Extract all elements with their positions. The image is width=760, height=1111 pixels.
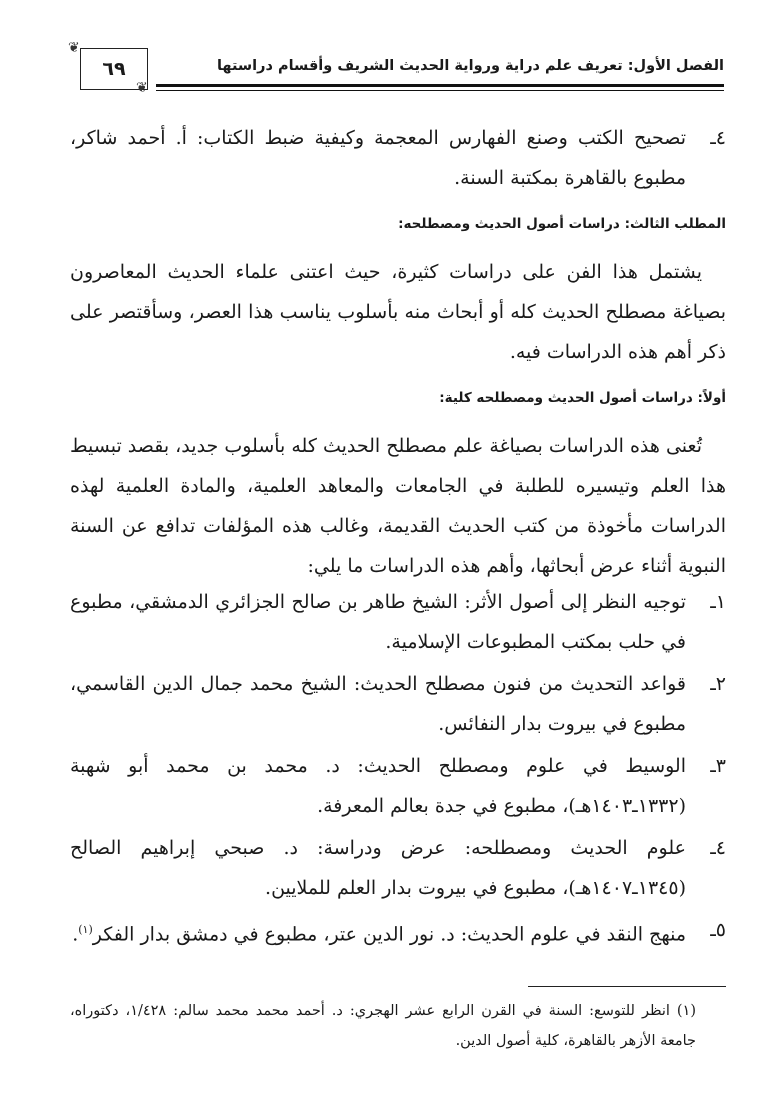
item-number: ٤ـ (710, 837, 726, 859)
item-text: علوم الحديث ومصطلحه: عرض ودراسة: د. صبحي إبراهيم الصالح (١٣٤٥ـ١٤٠٧هـ)، مطبوع في بيروت بدار العلم للملايين. (70, 837, 686, 899)
chapter-title: الفصل الأول: تعريف علم دراية ورواية الحديث الشريف وأقسام دراستها (216, 58, 724, 74)
item-number: ٣ـ (710, 755, 726, 777)
item-text: تصحيح الكتب وصنع الفهارس المعجمة وكيفية ضبط الكتاب: أ. أحمد شاكر، مطبوع بالقاهرة بمكتبة السنة. (70, 127, 686, 189)
section-heading: المطلب الثالث: دراسات أصول الحديث ومصطلحه: (398, 216, 726, 232)
corner-ornament-icon: ❦ (68, 40, 80, 56)
page-number: ٦٩ (102, 58, 126, 80)
list-item (70, 828, 726, 908)
item-text-end: . (72, 923, 79, 946)
item-text: الوسيط في علوم ومصطلح الحديث: د. محمد بن محمد أبو شهبة (١٣٣٢ـ١٤٠٣هـ)، مطبوع في جدة بعالم المعرفة. (70, 755, 686, 817)
footnote-reference[interactable]: (١) (78, 923, 93, 936)
subsection-heading: أولاً: دراسات أصول الحديث ومصطلحه كلية: (439, 390, 726, 406)
item-number: ٢ـ (710, 673, 726, 695)
header-rule-thick (156, 84, 724, 87)
corner-ornament-icon: ❦ (136, 80, 148, 96)
footnote: (١) انظر للتوسع: السنة في القرن الرابع عشر الهجري: د. أحمد محمد محمد سالم: ١/٤٢٨، دكتوراه، جامعة الأزهر بالقاهرة، كلية أصول الدين. (70, 1003, 696, 1049)
list-item (70, 910, 726, 954)
intro-paragraph: يشتمل هذا الفن على دراسات كثيرة، حيث اعتنى علماء الحديث المعاصرون بصياغة مصطلح الحديث كله أو أبحاث منه بأسلوب يناسب هذا العصر، وسأقتصر على ذكر أهم هذه الدراسات فيه. (70, 261, 726, 363)
item-text: قواعد التحديث من فنون مصطلح الحديث: الشيخ محمد جمال الدين القاسمي، مطبوع في بيروت بدار النفائس. (70, 673, 686, 735)
item-text-main: منهج النقد في علوم الحديث: د. نور الدين عتر، مطبوع في دمشق بدار الفكر (92, 923, 686, 946)
list-item (70, 664, 726, 744)
item-text: توجيه النظر إلى أصول الأثر: الشيخ طاهر بن صالح الجزائري الدمشقي، مطبوع في حلب بمكتب المطبوعات الإسلامية. (70, 591, 686, 653)
footnote-separator (528, 986, 726, 987)
item-text (70, 910, 686, 954)
item-number: ٤ـ (710, 127, 726, 149)
subsection-paragraph-block (70, 426, 726, 586)
subsection-paragraph: تُعنى هذه الدراسات بصياغة علم مصطلح الحديث كله بأسلوب جديد، بقصد تبسيط هذا العلم وتيسيره للطلبة في الجامعات والمعاهد العلمية، والمادة العلمية لهذه الدراسات مأخوذة من كتب الحديث القديمة، وغالب هذه المؤلفات تدافع عن السنة النبوية أثناء عرض أبحاثها، وأهم هذه الدراسات ما يلي: (70, 435, 726, 577)
list-item (70, 118, 726, 198)
page-header (68, 40, 724, 96)
list-item (70, 582, 726, 662)
header-rule-thin (156, 90, 724, 91)
item-number: ٥ـ (710, 919, 726, 941)
item-number: ١ـ (710, 591, 726, 613)
intro-paragraph-block (70, 252, 726, 372)
list-item (70, 746, 726, 826)
